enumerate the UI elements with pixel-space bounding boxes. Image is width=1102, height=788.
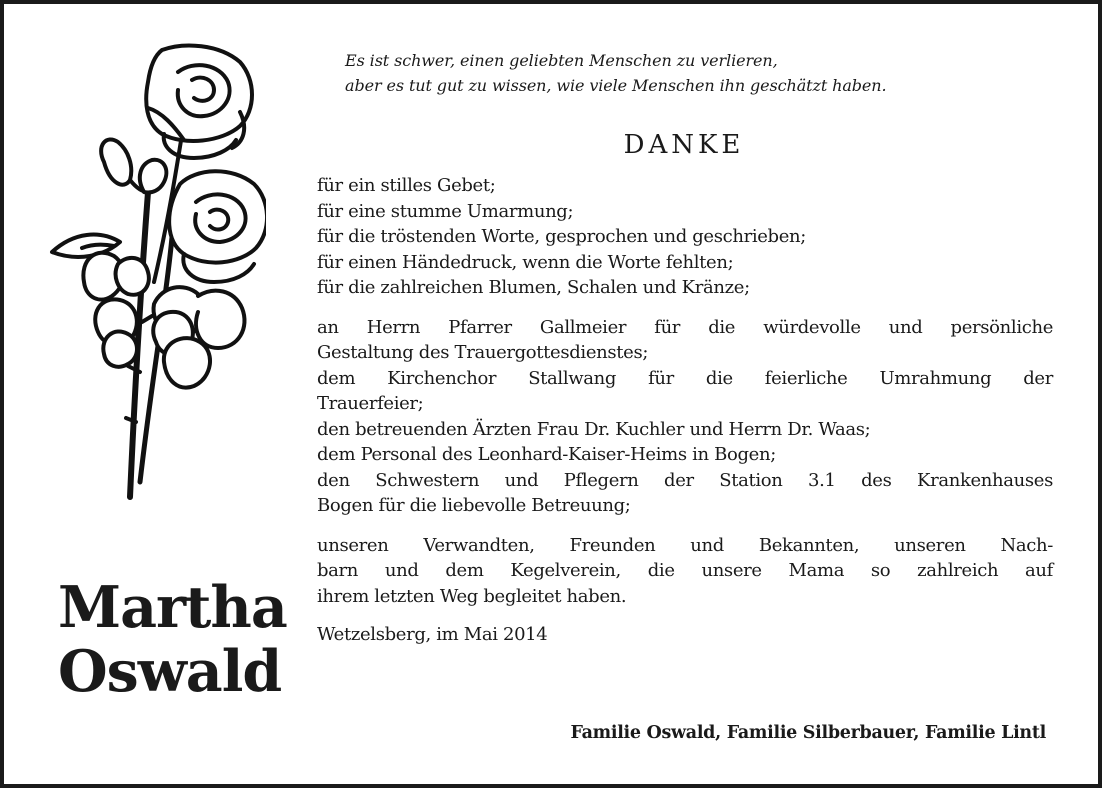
- roses-icon: [44, 42, 266, 504]
- acknowledgements: [317, 315, 1053, 519]
- acknowledgement-line: an Herrn Pfarrer Gallmeier für die würdevolle und persönliche: [317, 316, 1053, 338]
- closing-line: unseren Verwandten, Freunden und Bekannten, unseren Nach-: [317, 534, 1053, 556]
- deceased-last-name: Oswald: [58, 638, 282, 705]
- deceased-first-name: Martha: [58, 574, 287, 641]
- family-signature: Familie Oswald, Familie Silberbauer, Familie Lintl: [570, 723, 1046, 743]
- motto-quote: [345, 48, 1065, 98]
- thanks-item: für einen Händedruck, wenn die Worte fehlten;: [317, 251, 734, 273]
- thanks-item: für eine stumme Umarmung;: [317, 200, 574, 222]
- closing-line: barn und dem Kegelverein, die unsere Mama so zahlreich auf: [317, 560, 1053, 581]
- acknowledgement-line: dem Kirchenchor Stallwang für die feierliche Umrahmung der: [317, 367, 1053, 389]
- thanks-item: für die zahlreichen Blumen, Schalen und Kränze;: [317, 277, 750, 298]
- acknowledgement-line: den Schwestern und Pflegern der Station 3.1 des Krankenhauses: [317, 469, 1053, 491]
- acknowledgement-line: Bogen für die liebevolle Betreuung;: [317, 495, 631, 516]
- deceased-name: [58, 576, 287, 704]
- thanks-list: [317, 173, 1053, 301]
- acknowledgement-line: Trauerfeier;: [317, 393, 424, 414]
- acknowledgement-line: Gestaltung des Trauergottesdienstes;: [317, 342, 649, 363]
- thanks-item: für die tröstenden Worte, gesprochen und geschrieben;: [317, 226, 806, 247]
- motto-line: Es ist schwer, einen geliebten Menschen zu verlieren,: [345, 51, 778, 70]
- motto-line: aber es tut gut zu wissen, wie viele Menschen ihn geschätzt haben.: [345, 76, 887, 95]
- place-date: Wetzelsberg, im Mai 2014: [317, 624, 548, 645]
- acknowledgement-line: dem Personal des Leonhard-Kaiser-Heims in Bogen;: [317, 444, 776, 465]
- closing-line: ihrem letzten Weg begleitet haben.: [317, 585, 627, 607]
- thanks-body: [317, 173, 1053, 648]
- thanks-item: für ein stilles Gebet;: [317, 175, 496, 196]
- closing-thanks: [317, 533, 1053, 610]
- acknowledgement-line: den betreuenden Ärzten Frau Dr. Kuchler und Herrn Dr. Waas;: [317, 418, 871, 440]
- thanks-heading: DANKE: [623, 130, 745, 160]
